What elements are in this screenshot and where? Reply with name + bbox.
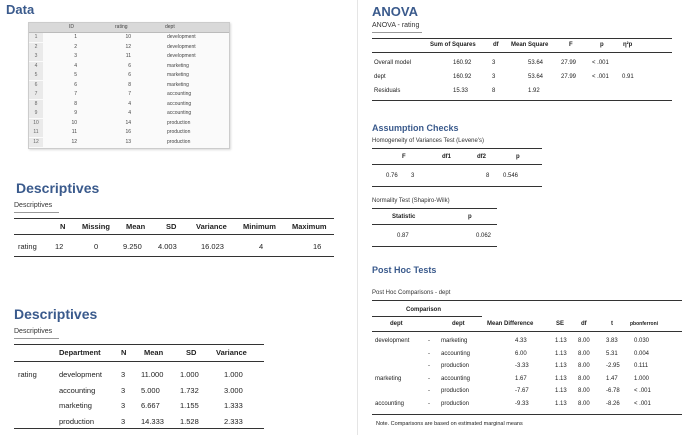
spreadsheet-cell-id: 1: [74, 34, 77, 40]
spreadsheet-cell-rating: 4: [128, 100, 131, 107]
desc2-header-mean: Mean: [144, 348, 164, 357]
data-spreadsheet[interactable]: [28, 22, 230, 149]
post-hoc-note: Note. Comparisons are based on estimated marginal means: [376, 421, 523, 427]
desc1-value-sd: 4.003: [158, 242, 177, 251]
anova-cell-ss: 15.33: [453, 88, 469, 94]
spreadsheet-cell-id: 10: [71, 119, 77, 126]
post-hoc-cell-se: 1.13: [555, 350, 567, 357]
descriptives-subtitle: Descriptives: [14, 202, 53, 209]
post-hoc-cell-dash: -: [428, 363, 430, 369]
spreadsheet-cell-dept: accounting: [167, 100, 192, 107]
anova-header-df: df: [493, 42, 499, 48]
desc2-cell-department: marketing: [59, 401, 92, 410]
desc1-header-mean: Mean: [126, 222, 146, 231]
desc2-header-n: N: [121, 348, 127, 357]
post-hoc-cell-mean-diff: 1.67: [515, 375, 527, 382]
post-hoc-cell-df: 8.00: [578, 400, 590, 407]
desc2-cell-n: 3: [121, 370, 126, 379]
anova-cell-f: 27.99: [561, 74, 577, 80]
post-hoc-cell-se: 1.13: [555, 375, 567, 382]
spreadsheet-cell-dept: marketing: [167, 62, 189, 69]
desc1-value-missing: 0: [94, 242, 99, 251]
post-hoc-cell-dept1: accounting: [375, 400, 405, 407]
desc2-cell-n: 3: [121, 401, 126, 410]
desc2-cell-n: 3: [121, 385, 126, 395]
anova-cell-p: < .001: [592, 74, 609, 80]
spreadsheet-cell-id: 2: [74, 43, 77, 50]
post-hoc-cell-dept2: production: [441, 400, 470, 407]
post-hoc-cell-t: -6.78: [606, 388, 620, 394]
anova-cell-f: 27.99: [561, 60, 577, 66]
anova-cell-df: 8: [492, 88, 496, 94]
post-hoc-cell-p: 1.000: [634, 375, 650, 382]
desc2-header-variance: Variance: [216, 348, 247, 357]
post-hoc-cell-t: 1.47: [606, 375, 618, 382]
desc2-cell-variance: 3.000: [224, 385, 243, 395]
spreadsheet-cell-dept: accounting: [167, 91, 192, 97]
spreadsheet-cell-rating: 13: [125, 138, 131, 145]
spreadsheet-row-number: 4: [29, 62, 43, 71]
post-hoc-cell-p: 0.030: [634, 338, 650, 344]
spreadsheet-cell-rating: 16: [125, 129, 131, 135]
anova-cell-p: < .001: [592, 60, 609, 66]
desc2-cell-department: development: [59, 370, 102, 379]
post-hoc-cell-dept1: marketing: [375, 375, 402, 382]
post-hoc-cell-t: 5.31: [606, 350, 618, 357]
spreadsheet-cell-rating: 7: [128, 91, 131, 97]
post-hoc-cell-dash: -: [428, 388, 430, 394]
post-hoc-cell-t: -2.95: [606, 363, 620, 369]
anova-cell-ms: 1.92: [528, 88, 540, 94]
spreadsheet-cell-rating: 6: [128, 72, 131, 78]
spreadsheet-cell-dept: development: [167, 34, 196, 40]
levene-value-f: 0.76: [386, 173, 398, 179]
desc2-cell-variance: 1.000: [224, 370, 243, 379]
desc1-header-n: N: [60, 222, 66, 231]
anova-header-eta: η²p: [623, 42, 633, 48]
post-hoc-cell-p: < .001: [634, 388, 651, 394]
spreadsheet-cell-id: 12: [71, 138, 77, 145]
levene-header-p: p: [516, 154, 520, 160]
post-hoc-cell-p: < .001: [634, 400, 651, 407]
post-hoc-cell-mean-diff: 4.33: [515, 338, 527, 344]
post-hoc-cell-dash: -: [428, 338, 430, 344]
spreadsheet-row-number: 2: [29, 43, 43, 52]
post-hoc-cell-mean-diff: -9.33: [515, 400, 529, 407]
shapiro-header-p: p: [468, 214, 472, 220]
levene-header-f: F: [402, 154, 406, 160]
anova-title: ANOVA: [372, 4, 418, 19]
post-hoc-cell-df: 8.00: [578, 375, 590, 382]
desc2-row-label: rating: [18, 370, 37, 379]
desc1-value-maximum: 16: [313, 242, 322, 251]
spreadsheet-row-number: 3: [29, 52, 43, 61]
spreadsheet-cell-id: 6: [74, 81, 77, 88]
post-hoc-header-df: df: [581, 321, 587, 327]
spreadsheet-row-number: 5: [29, 71, 43, 80]
descriptives-by-dept-subtitle: Descriptives: [14, 328, 53, 335]
levene-header-df2: df2: [477, 154, 486, 160]
spreadsheet-cell-id: 8: [74, 100, 77, 107]
post-hoc-cell-t: 3.83: [606, 338, 618, 344]
desc2-cell-sd: 1.000: [180, 370, 199, 379]
post-hoc-subtitle: Post Hoc Comparisons - dept: [372, 290, 451, 296]
post-hoc-header-dept1: dept: [390, 321, 403, 327]
post-hoc-cell-df: 8.00: [578, 350, 590, 357]
desc2-cell-variance: 2.333: [224, 416, 243, 426]
anova-cell-ms: 53.64: [528, 60, 544, 66]
spreadsheet-cell-id: 3: [74, 53, 77, 59]
spreadsheet-cell-id: 5: [74, 72, 77, 78]
spreadsheet-cell-dept: production: [167, 138, 191, 145]
spreadsheet-cell-rating: 4: [128, 110, 131, 116]
spreadsheet-cell-rating: 11: [125, 53, 131, 59]
spreadsheet-row-number: 11: [29, 128, 43, 137]
post-hoc-cell-df: 8.00: [578, 363, 590, 369]
spreadsheet-header: [29, 23, 229, 33]
anova-cell-ms: 53.64: [528, 74, 544, 80]
post-hoc-cell-dept2: production: [441, 363, 470, 369]
spreadsheet-row-number: 7: [29, 90, 43, 99]
post-hoc-cell-se: 1.13: [555, 338, 567, 344]
spreadsheet-cell-dept: production: [167, 119, 191, 126]
data-section-title: Data: [6, 2, 35, 17]
post-hoc-cell-p: 0.111: [634, 363, 649, 369]
spreadsheet-cell-dept: accounting: [167, 110, 192, 116]
desc2-cell-sd: 1.155: [180, 401, 199, 410]
desc1-header-sd: SD: [166, 222, 177, 231]
anova-header-ss: Sum of Squares: [430, 42, 476, 48]
desc1-value-n: 12: [55, 242, 64, 251]
anova-header-p: p: [600, 42, 604, 48]
post-hoc-cell-df: 8.00: [578, 388, 590, 394]
spreadsheet-row-number: 6: [29, 81, 43, 90]
descriptives-title: Descriptives: [16, 180, 100, 196]
post-hoc-cell-mean-diff: -3.33: [515, 363, 529, 369]
anova-cell-ss: 160.92: [453, 74, 472, 80]
spreadsheet-cell-id: 4: [74, 62, 77, 69]
post-hoc-cell-t: -8.26: [606, 400, 620, 407]
spreadsheet-row-number: 9: [29, 109, 43, 118]
anova-cell-df: 3: [492, 60, 496, 66]
post-hoc-header-mean-diff: Mean Difference: [487, 321, 534, 327]
levene-header-df1: df1: [442, 154, 451, 160]
assumption-checks-title: Assumption Checks: [372, 123, 459, 133]
post-hoc-cell-mean-diff: -7.67: [515, 388, 529, 394]
spreadsheet-row-number: 8: [29, 100, 43, 109]
desc2-header-sd: SD: [186, 348, 197, 357]
post-hoc-cell-se: 1.13: [555, 400, 567, 407]
spreadsheet-cell-dept: development: [167, 43, 196, 50]
anova-cell-ss: 160.92: [453, 60, 472, 66]
spreadsheet-row-number: 10: [29, 119, 43, 128]
post-hoc-cell-dept2: production: [441, 388, 470, 394]
desc2-cell-n: 3: [121, 416, 126, 426]
desc2-cell-variance: 1.333: [224, 401, 243, 410]
post-hoc-title: Post Hoc Tests: [372, 265, 437, 275]
spreadsheet-cell-dept: marketing: [167, 72, 189, 78]
anova-header-f: F: [569, 42, 573, 48]
column-id-header[interactable]: ID: [69, 24, 74, 30]
spreadsheet-cell-rating: 8: [128, 81, 131, 88]
anova-row-label: Residuals: [374, 88, 401, 94]
desc2-cell-mean: 6.667: [141, 401, 160, 410]
levene-value-df1: 3: [411, 173, 415, 179]
post-hoc-cell-dash: -: [428, 375, 430, 382]
desc1-header-missing: Missing: [82, 222, 110, 231]
anova-row-label: Overall model: [374, 60, 412, 66]
spreadsheet-cell-dept: development: [167, 53, 196, 59]
levene-value-p: 0.546: [503, 173, 519, 179]
spreadsheet-cell-id: 7: [74, 91, 77, 97]
post-hoc-cell-dept2: accounting: [441, 350, 471, 357]
shapiro-value-statistic: 0.87: [397, 233, 409, 239]
spreadsheet-cell-rating: 10: [125, 34, 131, 40]
anova-header-ms: Mean Square: [511, 42, 549, 48]
anova-cell-eta: 0.91: [622, 74, 634, 80]
spreadsheet-cell-rating: 6: [128, 62, 131, 69]
post-hoc-cell-dept2: marketing: [441, 338, 468, 344]
levene-value-df2: 8: [486, 173, 490, 179]
spreadsheet-cell-id: 11: [71, 129, 77, 135]
desc2-cell-mean: 5.000: [141, 385, 160, 395]
post-hoc-header-dept2: dept: [452, 321, 465, 327]
desc1-value-variance: 16.023: [201, 242, 224, 251]
anova-cell-df: 3: [492, 74, 496, 80]
desc2-cell-mean: 14.333: [141, 416, 164, 426]
descriptives-by-dept-title: Descriptives: [14, 306, 98, 322]
desc2-cell-department: accounting: [59, 385, 96, 395]
spreadsheet-cell-rating: 12: [125, 43, 131, 50]
post-hoc-header-pbonf: pbonferroni: [630, 321, 659, 327]
spreadsheet-cell-dept: marketing: [167, 81, 189, 88]
desc1-value-minimum: 4: [259, 242, 264, 251]
desc1-header-variance: Variance: [196, 222, 227, 231]
desc1-header-maximum: Maximum: [292, 222, 327, 231]
levene-title: Homogeneity of Variances Test (Levene's): [372, 138, 484, 144]
post-hoc-cell-dept1: development: [375, 338, 410, 344]
post-hoc-cell-mean-diff: 6.00: [515, 350, 527, 357]
spreadsheet-row-number: 12: [29, 138, 43, 147]
spreadsheet-row-number: 1: [29, 33, 43, 42]
desc2-cell-mean: 11.000: [141, 370, 164, 379]
anova-row-label: dept: [374, 74, 386, 80]
desc2-cell-sd: 1.528: [180, 416, 199, 426]
spreadsheet-cell-id: 9: [74, 110, 77, 116]
desc1-row-label: rating: [18, 242, 37, 251]
desc1-value-mean: 9.250: [123, 242, 142, 251]
post-hoc-cell-se: 1.13: [555, 363, 567, 369]
desc2-cell-department: production: [59, 416, 95, 426]
post-hoc-cell-se: 1.13: [555, 388, 567, 394]
post-hoc-comparison-header: Comparison: [406, 307, 442, 313]
column-dept-header[interactable]: dept: [165, 24, 175, 30]
desc1-header-minimum: Minimum: [243, 222, 276, 231]
shapiro-title: Normality Test (Shapiro-Wilk): [372, 198, 450, 204]
shapiro-value-p: 0.062: [476, 233, 492, 239]
desc2-cell-sd: 1.732: [180, 385, 199, 395]
spreadsheet-cell-dept: production: [167, 129, 191, 135]
panel-divider[interactable]: [357, 0, 358, 435]
column-rating-header[interactable]: rating: [115, 24, 128, 30]
anova-subtitle: ANOVA - rating: [372, 22, 420, 29]
post-hoc-cell-dept2: accounting: [441, 375, 471, 382]
desc2-header-department: Department: [59, 348, 101, 357]
post-hoc-cell-df: 8.00: [578, 338, 590, 344]
post-hoc-cell-dash: -: [428, 350, 430, 357]
post-hoc-cell-dash: -: [428, 400, 430, 407]
post-hoc-header-se: SE: [556, 321, 565, 327]
shapiro-header-statistic: Statistic: [392, 214, 416, 220]
post-hoc-header-t: t: [611, 321, 613, 327]
spreadsheet-cell-rating: 14: [125, 119, 131, 126]
post-hoc-cell-p: 0.004: [634, 350, 650, 357]
